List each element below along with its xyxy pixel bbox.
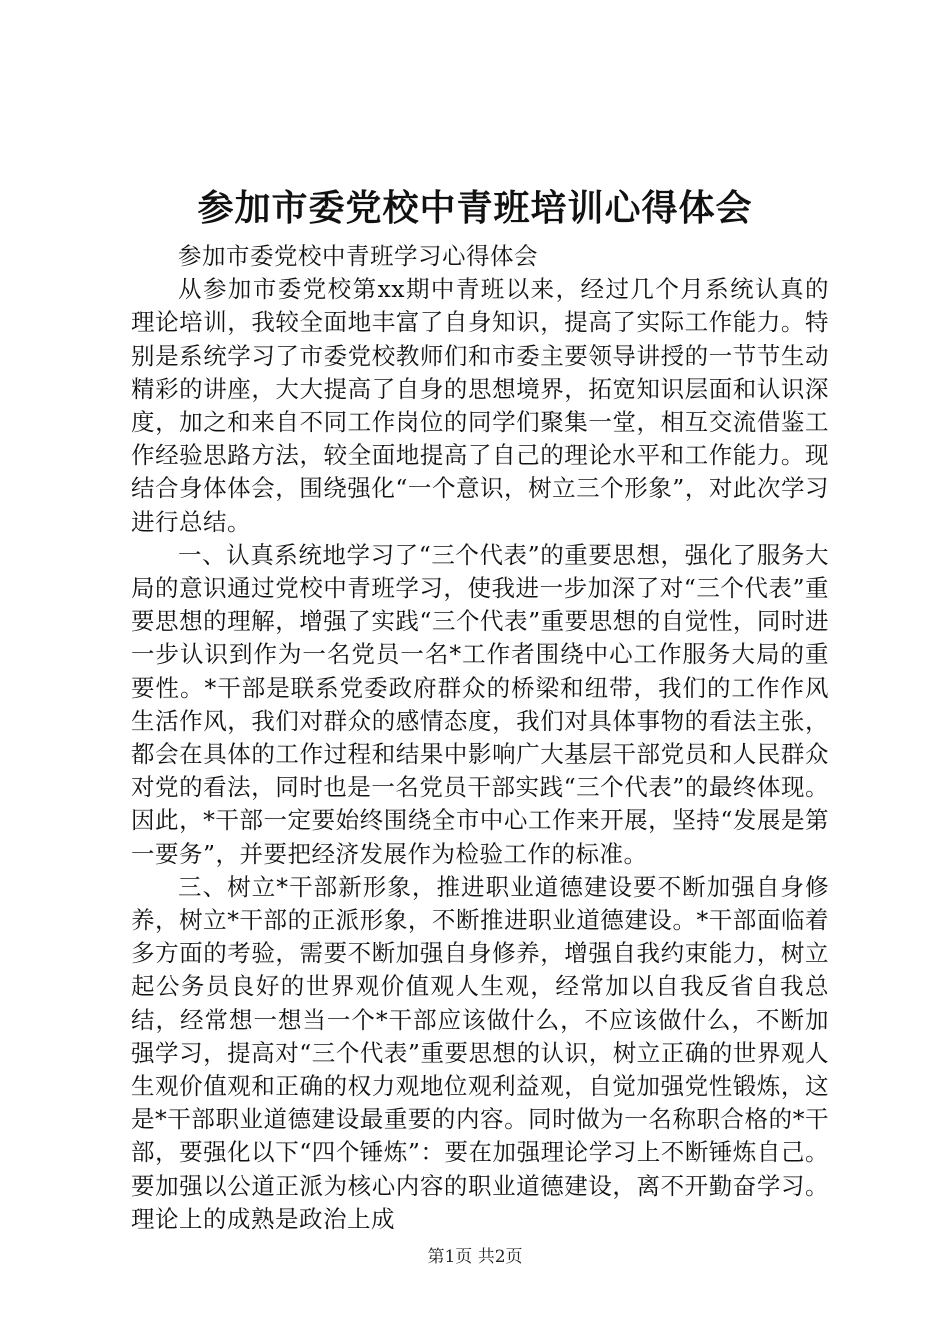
document-body [131, 240, 829, 1236]
document-title: 参加市委党校中青班培训心得体会 [197, 187, 753, 229]
page-footer: 第1页 共2页 [427, 1247, 523, 1267]
paragraph-intro: 从参加市委党校第xx期中青班以来，经过几个月系统认真的理论培训，我较全面地丰富了自身知识，提高了实际工作能力。特别是系统学习了市委党校教师们和市委主要领导讲授的一节节生动精彩的讲座，大大提高了自身的思想境界，拓宽知识层面和认识深度，加之和来自不同工作岗位的同学们聚集一堂，相互交流借鉴工作经验思路方法，较全面地提高了自己的理论水平和工作能力。现结合身体体会，围绕强化“一个意识，树立三个形象”，对此次学习进行总结。 [131, 275, 829, 536]
paragraph-section-three: 三、树立*干部新形象，推进职业道德建设要不断加强自身修养，树立*干部的正派形象，不断推进职业道德建设。*干部面临着多方面的考验，需要不断加强自身修养，增强自我约束能力，树立起公务员良好的世界观价值观人生观，经常加以自我反省自我总结，经常想一想当一个*干部应该做什么，不应该做什么，不断加强学习，提高对“三个代表”重要思想的认识，树立正确的世界观人生观价值观和正确的权力观地位观利益观，自觉加强党性锻炼，这是*干部职业道德建设最重要的内容。同时做为一名称职合格的*干部，要强化以下“四个锤炼”：要在加强理论学习上不断锤炼自己。要加强以公道正派为核心内容的职业道德建设，离不开勤奋学习。理论上的成熟是政治上成 [131, 872, 829, 1233]
document-subtitle: 参加市委党校中青班学习心得体会 [178, 242, 538, 270]
paragraph-section-one: 一、认真系统地学习了“三个代表”的重要思想，强化了服务大局的意识通过党校中青班学习，使我进一步加深了对“三个代表”重要思想的理解，增强了实践“三个代表”重要思想的自觉性，同时进一步认识到作为一名党员一名*工作者围绕中心工作服务大局的重要性。*干部是联系党委政府群众的桥梁和纽带，我们的工作作风生活作风，我们对群众的感情态度，我们对具体事物的看法主张，都会在具体的工作过程和结果中影响广大基层干部党员和人民群众对党的看法，同时也是一名党员干部实践“三个代表”的最终体现。因此，*干部一定要始终围绕全市中心工作来开展，坚持“发展是第一要务”，并要把经济发展作为检验工作的标准。 [131, 540, 829, 868]
